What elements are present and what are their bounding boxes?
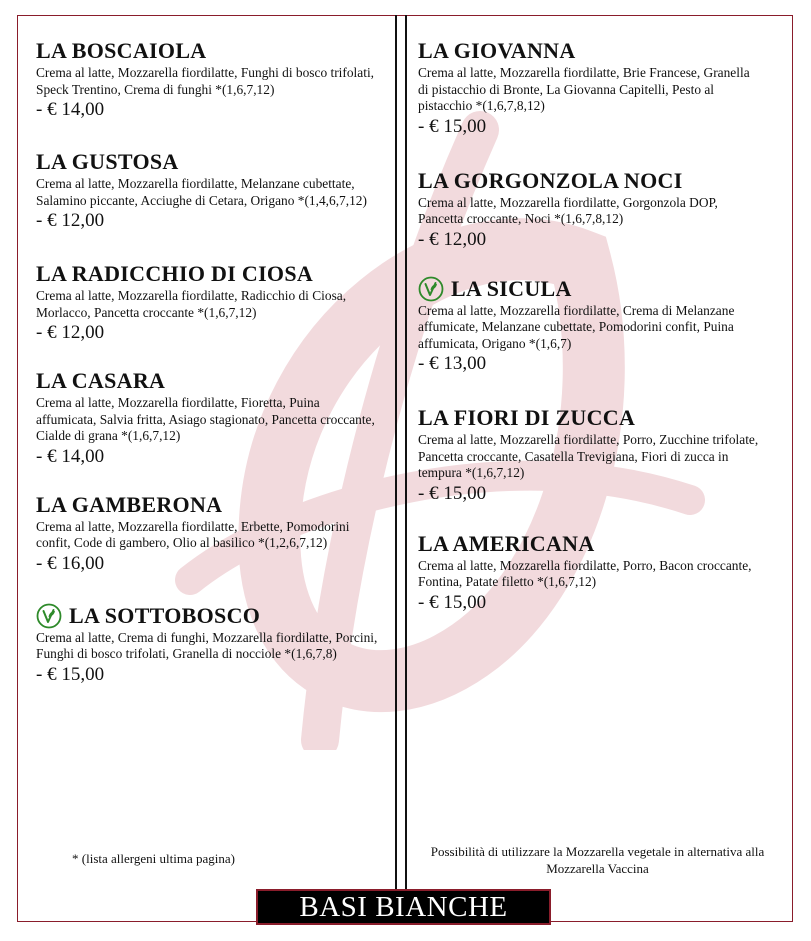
- menu-item: [36, 149, 381, 232]
- item-name: LA GORGONZOLA NOCI: [418, 167, 683, 193]
- menu-item: [36, 38, 381, 121]
- vegetarian-leaf-icon: [418, 276, 444, 302]
- allergen-note: * (lista allergeni ultima pagina): [72, 851, 235, 866]
- item-price: - € 13,00: [418, 353, 487, 374]
- item-price: - € 15,00: [36, 663, 105, 685]
- menu-item: [418, 168, 763, 251]
- item-price: - € 15,00: [418, 482, 487, 504]
- item-price: - € 15,00: [418, 591, 487, 613]
- item-description: Crema al latte, Mozzarella fiordilatte, Funghi di bosco trifolati, Speck Trentino, Crema di funghi *(1,6,7,12): [36, 65, 375, 97]
- vegetarian-leaf-icon: [36, 603, 62, 629]
- menu-item: [36, 368, 381, 468]
- item-name: LA CASARA: [36, 368, 166, 393]
- item-price: - € 12,00: [418, 228, 487, 250]
- item-name: LA RADICCHIO DI CIOSA: [36, 261, 314, 286]
- item-price: - € 12,00: [36, 322, 105, 343]
- column-divider-right: [405, 15, 407, 922]
- column-divider-left: [395, 15, 397, 922]
- item-name: LA GAMBERONA: [36, 491, 223, 517]
- item-name: LA GIOVANNA: [418, 38, 576, 63]
- menu-item: [418, 38, 763, 138]
- menu-column-left: [36, 38, 381, 686]
- menu-item: [36, 261, 381, 344]
- item-name: LA FIORI DI ZUCCA: [418, 405, 636, 430]
- menu-item: [418, 531, 763, 614]
- item-description: Crema al latte, Mozzarella fiordilatte, Radicchio di Ciosa, Morlacco, Pancetta croccante *(1,6,7,12): [36, 288, 347, 320]
- menu-item: [36, 603, 381, 686]
- item-price: - € 16,00: [36, 552, 105, 574]
- item-name-row: [418, 276, 763, 302]
- item-name: LA SOTTOBOSCO: [69, 602, 261, 628]
- item-description: Crema al latte, Mozzarella fiordilatte, Melanzane cubettate, Salamino piccante, Acciughe di Cetara, Origano *(1,4,6,7,12): [36, 176, 367, 208]
- item-description: Crema al latte, Mozzarella fiordilatte, Gorgonzola DOP, Pancetta croccante, Noci *(1,6,7,8,12): [418, 194, 718, 226]
- item-name: LA BOSCAIOLA: [36, 38, 207, 63]
- item-price: - € 14,00: [36, 445, 105, 467]
- item-price: - € 14,00: [36, 99, 105, 120]
- vegan-mozzarella-note: Possibilità di utilizzare la Mozzarella vegetale in alternativa alla Mozzarella Vaccina: [430, 844, 765, 876]
- item-name: LA AMERICANA: [418, 530, 595, 556]
- item-price: - € 15,00: [418, 115, 487, 137]
- menu-item: [418, 276, 763, 376]
- section-title: BASI BIANCHE: [299, 891, 508, 923]
- section-banner: [256, 889, 551, 925]
- item-description: Crema al latte, Crema di funghi, Mozzarella fiordilatte, Porcini, Funghi di bosco trifolati, Granella di nocciole *(1,6,7,8): [36, 629, 378, 661]
- item-description: Crema al latte, Mozzarella fiordilatte, Fioretta, Puina affumicata, Salvia fritta, Asiago stagionato, Pancetta croccante, Cialde di grana *(1,6,7,12): [36, 395, 375, 443]
- item-name-row: [36, 603, 381, 629]
- item-description: Crema al latte, Mozzarella fiordilatte, Erbette, Pomodorini confit, Code di gambero, Olio al basilico *(1,2,6,7,12): [36, 518, 350, 550]
- item-price: - € 12,00: [36, 210, 105, 231]
- item-name: LA GUSTOSA: [36, 149, 179, 174]
- item-description: Crema al latte, Mozzarella fiordilatte, Porro, Zucchine trifolate, Pancetta croccante, Casatella Trevigiana, Fiori di zucca in tempura *(1,6,7,12): [418, 432, 759, 480]
- item-description: Crema al latte, Mozzarella fiordilatte, Crema di Melanzane affumicate, Melanzane cubettate, Pomodorini confit, Puina affumicata, Origano *(1,6,7): [418, 302, 735, 351]
- menu-item: [418, 405, 763, 505]
- item-description: Crema al latte, Mozzarella fiordilatte, Brie Francese, Granella di pistacchio di Bronte, La Giovanna Capitelli, Pesto al pistacchio *(1,6,7,8,12): [418, 65, 750, 113]
- item-name: LA SICULA: [451, 275, 572, 301]
- item-description: Crema al latte, Mozzarella fiordilatte, Porro, Bacon croccante, Fontina, Patate filetto *(1,6,7,12): [418, 557, 752, 589]
- menu-column-right: [418, 38, 763, 614]
- menu-item: [36, 492, 381, 575]
